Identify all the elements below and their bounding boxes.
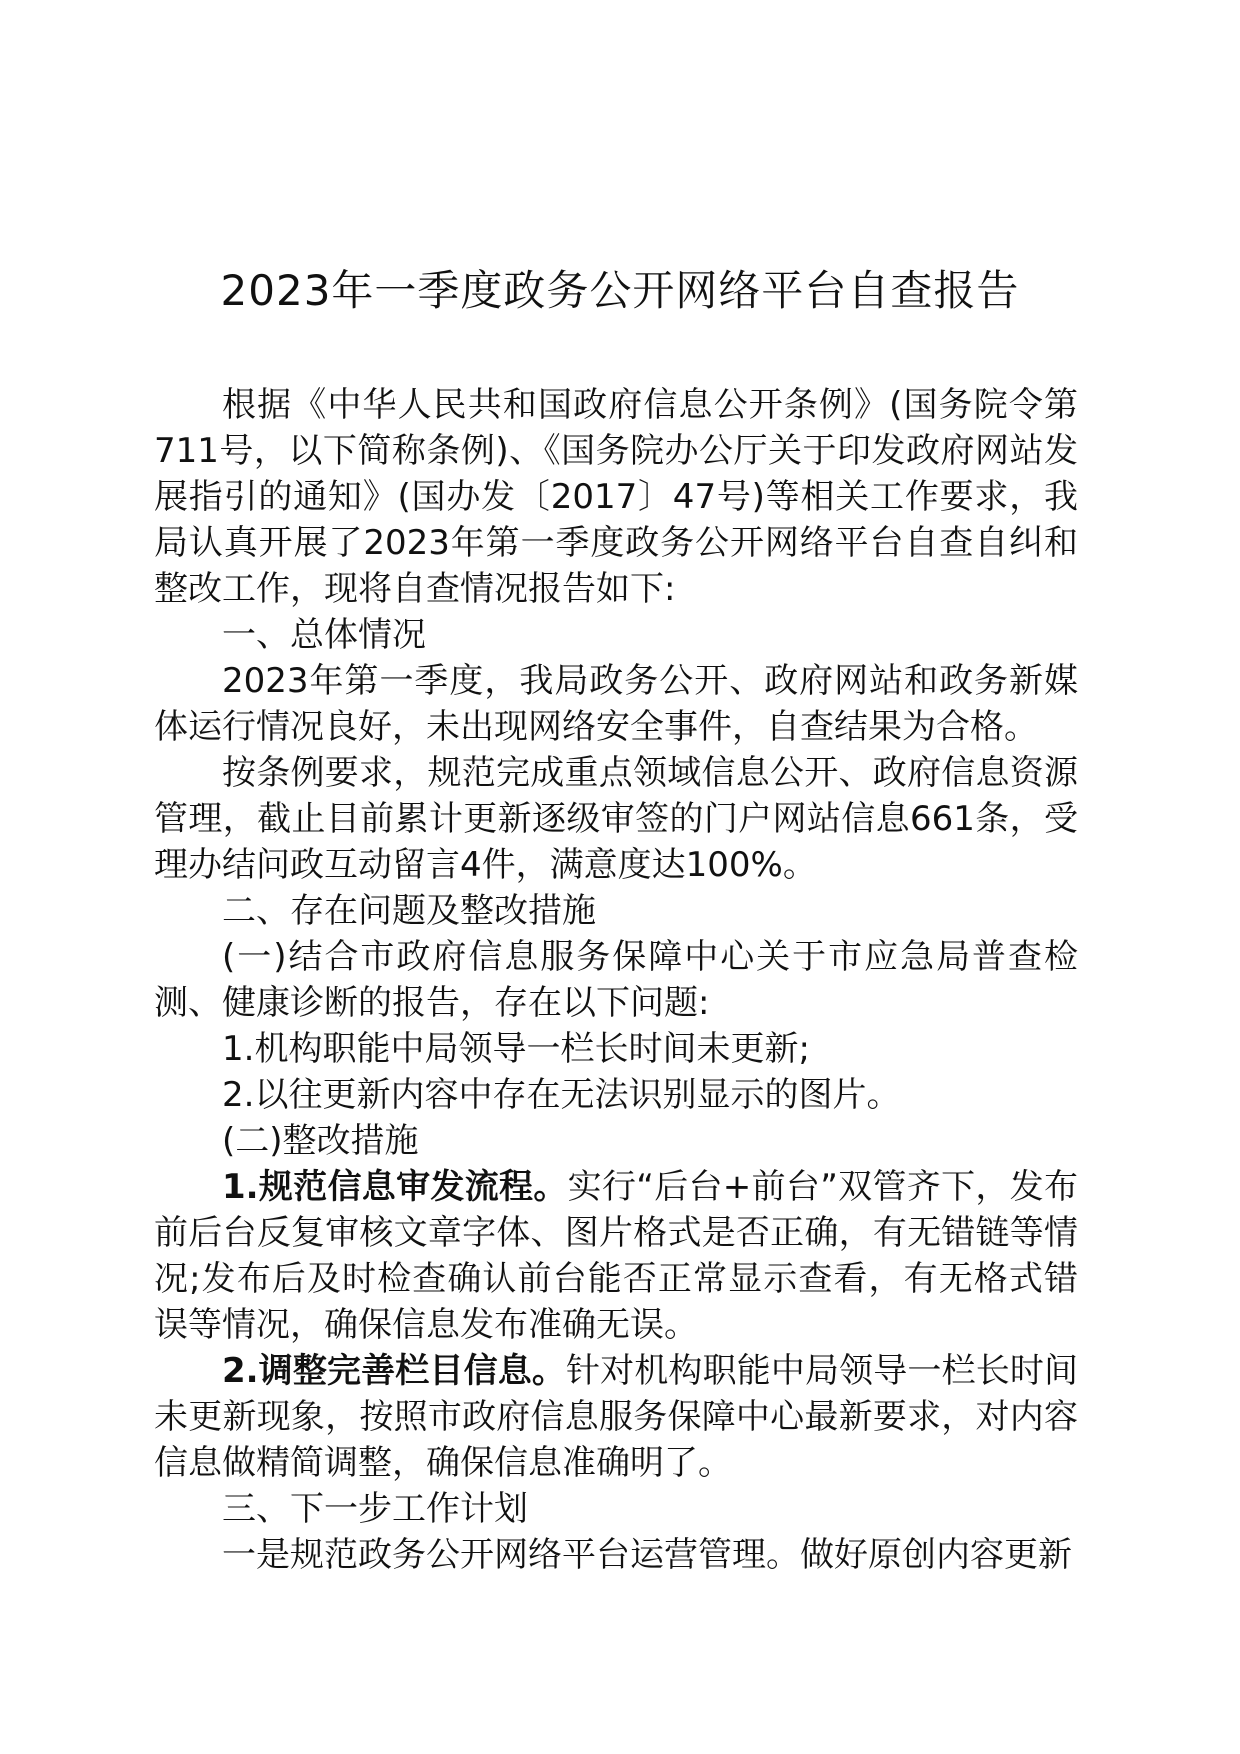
section-heading-3: 三、下一步工作计划: [222, 1489, 528, 1529]
section-heading-2: 二、存在问题及整改措施: [222, 891, 596, 931]
problem-item-2: 2.以往更新内容中存在无法识别显示的图片。: [222, 1075, 901, 1115]
subsection-problems: (一)结合市政府信息服务保障中心关于市应急局普查检测、健康诊断的报告，存在以下问题:: [154, 937, 1078, 1023]
subsection-measures: (二)整改措施: [222, 1121, 419, 1161]
measure-1-heading: 1.规范信息审发流程。: [222, 1167, 568, 1207]
intro-paragraph: 根据《中华人民共和国政府信息公开条例》(国务院令第711号，以下简称条例)、《国务院办公厅关于印发政府网站发展指引的通知》(国办发〔2017〕47号)等相关工作要求，我局认真开展了2023年第一季度政务公开网络平台自查自纠和整改工作，现将自查情况报告如下:: [154, 385, 1078, 609]
problem-item-1: 1.机构职能中局领导一栏长时间未更新;: [222, 1029, 810, 1069]
document-title: 2023年一季度政务公开网络平台自查报告: [220, 266, 1020, 315]
section-heading-1: 一、总体情况: [222, 615, 426, 655]
document-body: [154, 382, 1078, 1578]
measure-2-text: 针对机构职能中局领导一栏长时间未更新现象，按照市政府信息服务保障中心最新要求，对内容信息做精简调整，确保信息准确明了。: [154, 1351, 1078, 1483]
plan-paragraph: 一是规范政务公开网络平台运营管理。做好原创内容更新: [222, 1535, 1072, 1575]
measure-paragraph-1: [154, 1164, 1078, 1348]
measure-1-text: 实行“后台+前台”双管齐下，发布前后台反复审核文章字体、图片格式是否正确，有无错链等情况;发布后及时检查确认前台能否正常显示查看，有无格式错误等情况，确保信息发布准确无误。: [154, 1167, 1078, 1345]
measure-paragraph-2: [154, 1348, 1078, 1486]
overview-paragraph: 2023年第一季度，我局政务公开、政府网站和政务新媒体运行情况良好，未出现网络安全事件，自查结果为合格。: [154, 661, 1078, 747]
measure-2-heading: 2.调整完善栏目信息。: [222, 1351, 566, 1391]
statistics-paragraph: 按条例要求，规范完成重点领域信息公开、政府信息资源管理，截止目前累计更新逐级审签的门户网站信息661条，受理办结问政互动留言4件，满意度达100%。: [154, 753, 1078, 885]
